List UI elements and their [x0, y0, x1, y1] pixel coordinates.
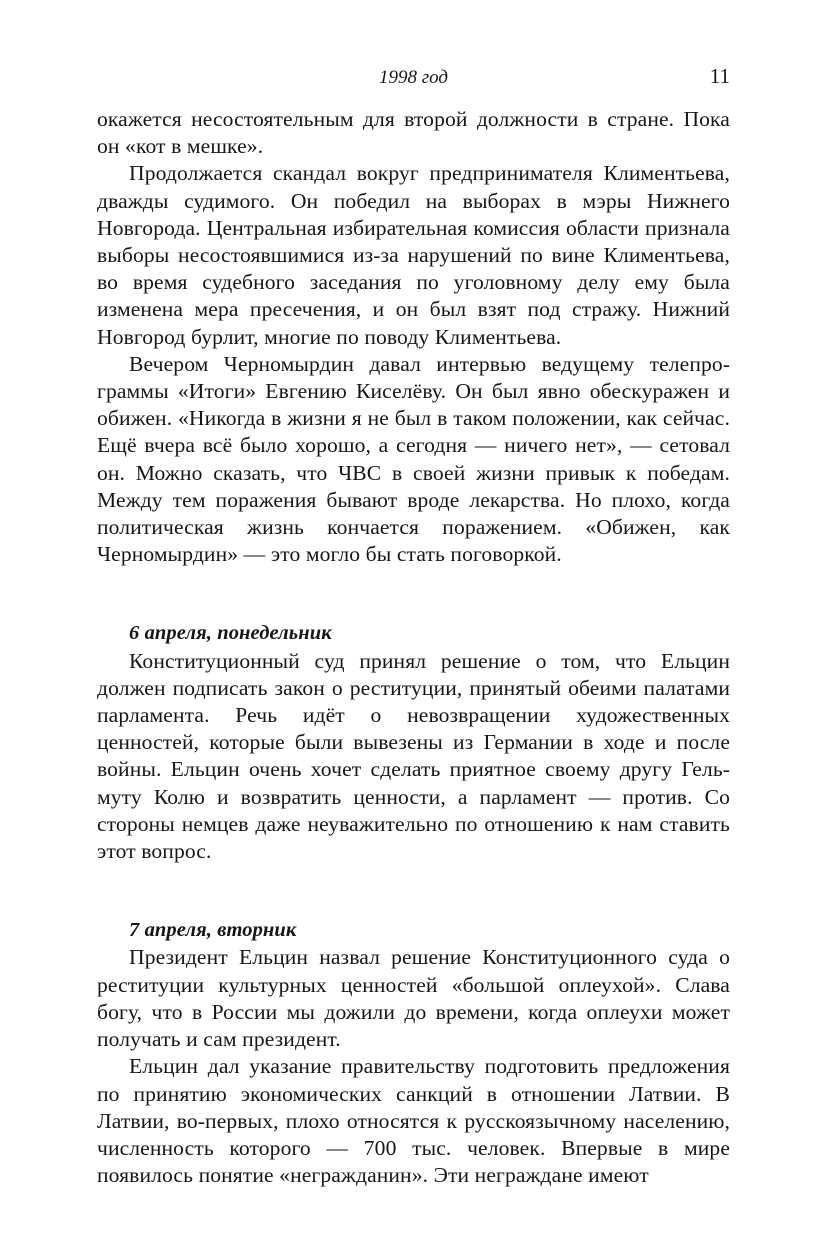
date-heading-april-6: 6 апреля, понедельник — [129, 622, 332, 645]
paragraph-latvia-sanctions: Ельцин дал указание правительству подготовить предложения по принятию экономических санкций в отношении Латвии. В Латвии, во-первых, плохо относятся к русскоязычному населению, численность которого — 700 тыс. человек. Впервые в мире появилось понятие «негражданин». Эти неграждане имеют — [97, 1054, 730, 1188]
page-number: 11 — [709, 64, 730, 88]
paragraph-continuation: окажется несостоятельным для второй должности в стране. Пока он «кот в мешке». — [97, 107, 730, 159]
paragraph-yeltsin-slap: Президент Ельцин назвал решение Конституционного суда о реституции культурных ценностей «большой оплеухой». Слава богу, что в России мы дожили до времени, когда оплеухи может получать и сам президент. — [97, 945, 730, 1052]
paragraph-chernomyrdin: Вечером Черномырдин давал интервью ведущему телепрограммы «Итоги» Евгению Киселёву. Он был явно обескуражен и обижен. «Никогда в жизни я не был в таком положении, как сейчас. Ещё вчера всё было хорошо, а сегодня — ничего нет», — сетовал он. Можно сказать, что ЧВС в своей жизни привык к победам. Между тем поражения бывают вроде лекарства. Но плохо, когда политическая жизнь кончается поражением. «Обижен, как Черномырдин» — это могло бы стать поговоркой. — [97, 351, 730, 567]
paragraph-restitution: Конституционный суд принял решение о том, что Ельцин должен подписать закон о реституции, принятый обеими палатами парламента. Речь идёт о невозвращении художественных ценностей, которые были вывезены из Германии в ходе и после войны. Ельцин очень хочет сделать приятное своему другу Гельмуту Колю и возвратить ценности, а парламент — против. Со стороны немцев даже неуважительно по отношению к нам ставить этот вопрос. — [97, 648, 730, 864]
section-gap — [97, 865, 730, 917]
running-header — [97, 62, 730, 106]
running-title: 1998 год — [378, 67, 449, 88]
body-text — [97, 106, 730, 1189]
date-heading-april-7: 7 апреля, вторник — [129, 919, 297, 942]
paragraph-klimentyev: Продолжается скандал вокруг предпринимателя Климентьева, дважды судимого. Он победил на выборах в мэры Нижнего Новгорода. Центральная избирательная комиссия области признала выборы несостоявшимися из-за нарушений по вине Климентьева, во время судебного заседания по уголовному делу ему была изменена мера пресечения, и он был взят под стражу. Нижний Новгород бурлит, многие по поводу Климентьева. — [97, 161, 730, 349]
section-gap — [97, 568, 730, 620]
book-page — [97, 62, 730, 1189]
